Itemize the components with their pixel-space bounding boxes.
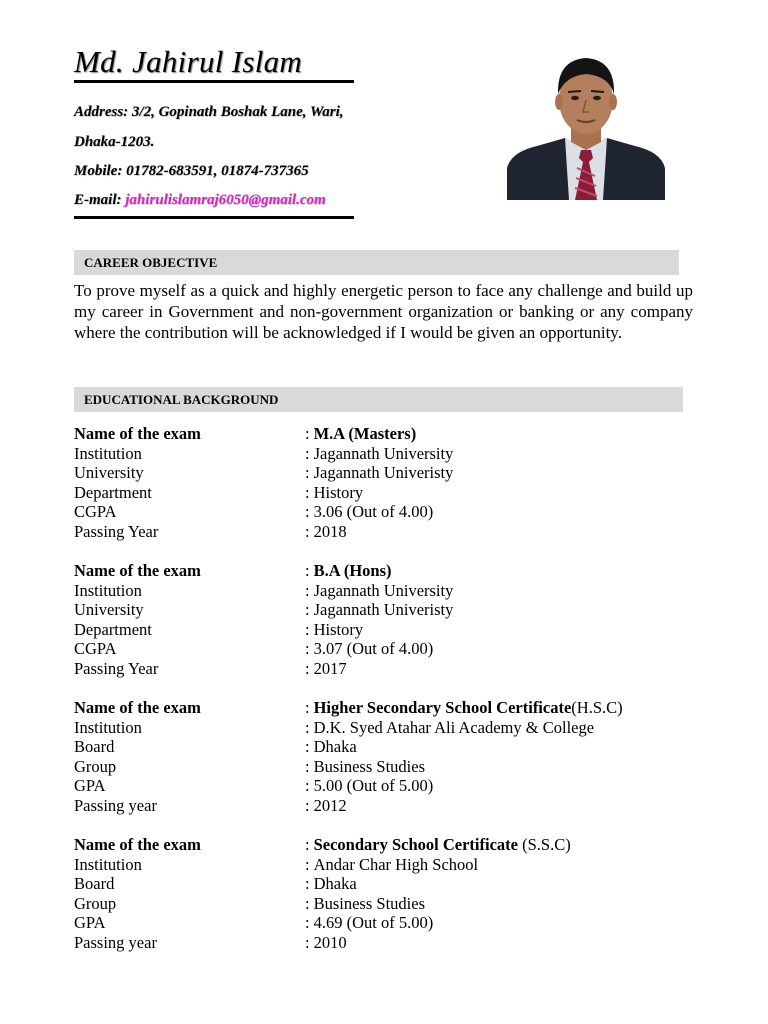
separator: : <box>305 893 310 913</box>
education-row <box>74 737 694 757</box>
exam-name-label: Name of the exam <box>74 835 201 854</box>
career-objective-header: CAREER OBJECTIVE <box>74 250 679 275</box>
separator: : <box>305 698 310 717</box>
row-label: GPA <box>74 776 106 796</box>
education-row <box>74 463 694 483</box>
education-row <box>74 913 694 933</box>
row-value: 2017 <box>313 658 347 678</box>
exam-name-suffix: (H.S.C) <box>571 698 623 717</box>
education-row <box>74 581 694 601</box>
row-label: GPA <box>74 913 106 933</box>
separator: : <box>305 443 310 463</box>
row-value: 4.69 (Out of 5.00) <box>313 913 434 933</box>
row-value: Dhaka <box>313 874 357 894</box>
education-row <box>74 620 694 640</box>
exam-name-value: M.A (Masters) <box>313 424 417 443</box>
exam-name-label: Name of the exam <box>74 561 201 580</box>
row-value: 2012 <box>313 795 347 815</box>
education-entry-bachelors <box>74 561 694 679</box>
resume-name: Md. Jahirul Islam <box>74 44 303 79</box>
exam-name-row <box>74 835 694 855</box>
email-line <box>74 192 326 209</box>
education-row <box>74 796 694 816</box>
row-value: Business Studies <box>313 756 425 776</box>
education-row <box>74 444 694 464</box>
row-label: Passing Year <box>74 521 159 541</box>
row-value: 3.07 (Out of 4.00) <box>313 639 434 659</box>
exam-name-value: Secondary School Certificate <box>313 835 518 854</box>
education-row <box>74 483 694 503</box>
row-label: Board <box>74 737 115 757</box>
row-label: Institution <box>74 580 142 600</box>
row-label: Department <box>74 482 152 502</box>
profile-photo <box>507 50 665 200</box>
career-objective-text: To prove myself as a quick and highly energetic person to face any challenge and build up my career in Government and non-government organization or banking or any company where the contribution will be acknowledged if I would be given an opportunity. <box>74 281 693 342</box>
education-row <box>74 502 694 522</box>
address-line-1: Address: 3/2, Gopinath Boshak Lane, Wari, <box>74 104 344 120</box>
separator: : <box>305 776 310 796</box>
education-row <box>74 600 694 620</box>
row-label: Department <box>74 619 152 639</box>
separator: : <box>305 463 310 483</box>
row-label: CGPA <box>74 502 117 522</box>
row-value: 2018 <box>313 521 347 541</box>
row-label: Passing year <box>74 932 157 952</box>
address-line-2: Dhaka-1203. <box>74 134 155 150</box>
separator: : <box>305 913 310 933</box>
separator: : <box>305 737 310 757</box>
separator: : <box>305 658 310 678</box>
name-underline <box>74 80 354 83</box>
exam-name-label: Name of the exam <box>74 698 201 717</box>
separator: : <box>305 756 310 776</box>
education-row <box>74 757 694 777</box>
row-value: 3.06 (Out of 4.00) <box>313 502 434 522</box>
mobile-line: Mobile: 01782-683591, 01874-737365 <box>74 163 309 179</box>
row-label: Institution <box>74 717 142 737</box>
separator: : <box>305 482 310 502</box>
education-row <box>74 639 694 659</box>
row-label: CGPA <box>74 639 117 659</box>
education-row <box>74 718 694 738</box>
separator: : <box>305 835 310 854</box>
separator: : <box>305 521 310 541</box>
row-value: Jagannath University <box>313 580 454 600</box>
exam-name-row <box>74 424 694 444</box>
row-value: 2010 <box>313 932 347 952</box>
row-label: Institution <box>74 443 142 463</box>
education-row <box>74 659 694 679</box>
separator: : <box>305 932 310 952</box>
separator: : <box>305 639 310 659</box>
row-value: Jagannath Univeristy <box>313 600 454 620</box>
exam-name-value: B.A (Hons) <box>313 561 392 580</box>
education-entry-masters <box>74 424 694 542</box>
contact-underline <box>74 216 354 219</box>
row-label: Institution <box>74 854 142 874</box>
row-value: Business Studies <box>313 893 425 913</box>
row-value: D.K. Syed Atahar Ali Academy & College <box>313 717 595 737</box>
education-row <box>74 522 694 542</box>
exam-name-value: Higher Secondary School Certificate <box>313 698 572 717</box>
separator: : <box>305 600 310 620</box>
education-entry-hsc <box>74 698 694 816</box>
row-label: Passing Year <box>74 658 159 678</box>
row-label: Group <box>74 756 117 776</box>
row-value: Jagannath University <box>313 443 454 463</box>
row-value: 5.00 (Out of 5.00) <box>313 776 434 796</box>
education-header: EDUCATIONAL BACKGROUND <box>74 387 683 412</box>
separator: : <box>305 561 310 580</box>
separator: : <box>305 424 310 443</box>
exam-name-label: Name of the exam <box>74 424 201 443</box>
separator: : <box>305 717 310 737</box>
education-row <box>74 933 694 953</box>
separator: : <box>305 795 310 815</box>
row-value: History <box>313 482 364 502</box>
row-label: University <box>74 463 144 483</box>
row-value: Dhaka <box>313 737 357 757</box>
separator: : <box>305 580 310 600</box>
exam-name-row <box>74 561 694 581</box>
education-row <box>74 776 694 796</box>
education-row <box>74 874 694 894</box>
education-row <box>74 894 694 914</box>
exam-name-row <box>74 698 694 718</box>
separator: : <box>305 619 310 639</box>
row-value: History <box>313 619 364 639</box>
separator: : <box>305 854 310 874</box>
row-label: University <box>74 600 144 620</box>
row-value: Andar Char High School <box>313 854 479 874</box>
row-label: Group <box>74 893 117 913</box>
row-value: Jagannath Univeristy <box>313 463 454 483</box>
email-link[interactable]: jahirulislamraj6050@gmail.com <box>125 192 326 208</box>
education-row <box>74 855 694 875</box>
row-label: Board <box>74 874 115 894</box>
separator: : <box>305 502 310 522</box>
education-entry-ssc <box>74 835 694 953</box>
exam-name-suffix: (S.S.C) <box>517 835 571 854</box>
row-label: Passing year <box>74 795 157 815</box>
separator: : <box>305 874 310 894</box>
email-label: E-mail: <box>74 192 122 208</box>
